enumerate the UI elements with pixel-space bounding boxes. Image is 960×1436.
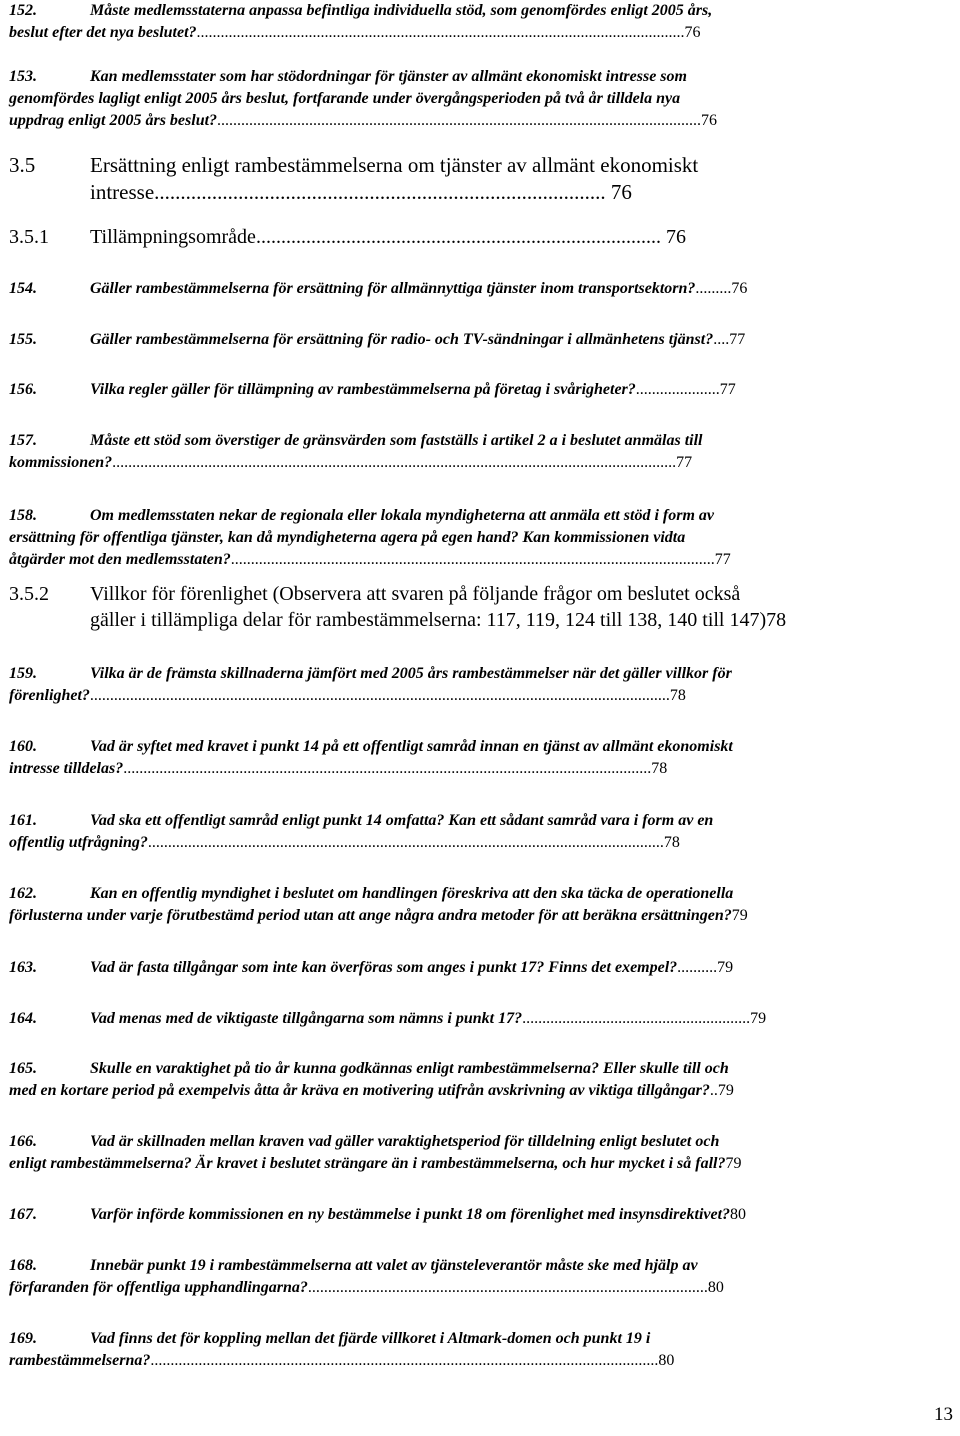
entry-number: 156. [9, 381, 37, 398]
leader-dots: .. [709, 1082, 718, 1099]
entry-text: Kan medlemsstater som har stödordningar för tjänster av allmänt ekonomiskt intresse som [90, 68, 687, 85]
toc-entry-156[interactable] [9, 379, 881, 401]
entry-text-cont: kommissionen? [9, 454, 113, 471]
entry-text: Måste medlemsstaterna anpassa befintliga individuella stöd, som genomfördes enligt 2005 års, [90, 2, 713, 19]
toc-subsection-3-5-1[interactable] [9, 224, 881, 250]
entry-number: 163. [9, 959, 37, 976]
page-ref: 76 [701, 112, 718, 129]
page-ref: 76 [731, 280, 748, 297]
entry-number: 158. [9, 507, 37, 524]
entry-text-cont: genomfördes lagligt enligt 2005 års beslut, fortfarande under övergångsperioden på två år tilldela nya [9, 90, 681, 107]
section-title-cont: gäller i tillämpliga delar för rambestämmelserna: 117, 119, 124 till 138, 140 till 147) [90, 609, 767, 631]
entry-text: Gäller rambestämmelserna för ersättning för radio- och TV-sändningar i allmänhetens tjänst? [90, 331, 714, 348]
leader-dots: ............................................................................................................................... [150, 1352, 659, 1369]
section-title: Tillämpningsområde [90, 226, 256, 248]
page-ref: 78 [766, 609, 787, 631]
section-title: Ersättning enligt rambestämmelserna om tjänster av allmänt ekonomiskt [90, 153, 699, 177]
leader-dots: ................................................................................. [255, 226, 661, 248]
page-ref: 76 [665, 226, 686, 248]
entry-number: 154. [9, 280, 37, 297]
page-ref: 77 [676, 454, 693, 471]
entry-number: 152. [9, 2, 37, 19]
entry-text: Om medlemsstaten nekar de regionala eller lokala myndigheterna att anmäla ett stöd i form av [90, 507, 714, 524]
toc-entry-168[interactable] [9, 1255, 881, 1299]
entry-text-cont: rambestämmelserna? [9, 1352, 151, 1369]
toc-entry-161[interactable] [9, 810, 881, 854]
leader-dots: ................................................................................................................................. [147, 834, 664, 851]
page-ref: 76 [684, 24, 701, 41]
toc-entry-157[interactable] [9, 430, 881, 474]
entry-number: 157. [9, 432, 37, 449]
toc-entry-160[interactable] [9, 736, 881, 780]
section-number: 3.5 [9, 153, 36, 177]
entry-number: 159. [9, 665, 37, 682]
entry-text: Skulle en varaktighet på tio år kunna godkännas enligt rambestämmelserna? Eller skulle till och [90, 1060, 729, 1077]
entry-text-cont: enligt rambestämmelserna? Är kravet i beslutet strängare än i rambestämmelserna, och hur mycket i så fall? [9, 1155, 726, 1172]
section-number: 3.5.2 [9, 583, 49, 605]
toc-entry-166[interactable] [9, 1131, 881, 1175]
entry-number: 167. [9, 1206, 37, 1223]
page-ref: 79 [717, 1082, 734, 1099]
leader-dots: ................................................................................................................................................. [89, 687, 670, 704]
entry-text: Kan en offentlig myndighet i beslutet om handlingen föreskriva att den ska täcka de operationella [90, 885, 734, 902]
page-ref: 78 [669, 687, 686, 704]
section-title: Villkor för förenlighet (Observera att svaren på följande frågor om beslutet också [90, 583, 741, 605]
page-ref: 76 [610, 180, 632, 204]
leader-dots: .................................................................................................... [307, 1279, 708, 1296]
entry-text-cont: ersättning för offentliga tjänster, kan då myndigheterna agera på egen hand? Kan kommissionen vidta [9, 529, 686, 546]
entry-text: Gäller rambestämmelserna för ersättning för allmännyttiga tjänster inom transportsektorn? [90, 280, 696, 297]
entry-text: Vad finns det för koppling mellan det fjärde villkoret i Altmark-domen och punkt 19 i [90, 1330, 651, 1347]
page-ref: 80 [707, 1279, 724, 1296]
entry-text: Vad är fasta tillgångar som inte kan överföras som anges i punkt 17? Finns det exempel? [90, 959, 678, 976]
entry-text-cont: offentlig utfrågning? [9, 834, 148, 851]
toc-entry-167[interactable] [9, 1204, 881, 1226]
page-ref: 77 [729, 331, 746, 348]
toc-entry-155[interactable] [9, 329, 881, 351]
entry-text: Vad menas med de viktigaste tillgångarna som nämns i punkt 17? [90, 1010, 523, 1027]
entry-text: Vad ska ett offentligt samråd enligt punkt 14 omfatta? Kan ett sådant samråd vara i form av en [90, 812, 714, 829]
entry-number: 168. [9, 1257, 37, 1274]
page-ref: 77 [714, 551, 731, 568]
toc-entry-159[interactable] [9, 663, 881, 707]
entry-text: Vad är syftet med kravet i punkt 14 på ett offentligt samråd innan en tjänst av allmänt ekonomiskt [90, 738, 733, 755]
leader-dots: .................................................................................................................................... [123, 760, 652, 777]
leader-dots: ......... [695, 280, 732, 297]
page-ref: 79 [717, 959, 734, 976]
entry-text-cont: beslut efter det nya beslutet? [9, 24, 197, 41]
leader-dots: ..................... [635, 381, 720, 398]
entry-text-cont: intresse tilldelas? [9, 760, 124, 777]
page-ref: 79 [750, 1010, 767, 1027]
entry-text-cont: förenlighet? [9, 687, 90, 704]
section-number: 3.5.1 [9, 226, 49, 248]
leader-dots: .......... [677, 959, 718, 976]
entry-number: 165. [9, 1060, 37, 1077]
section-title-cont: intresse [90, 180, 155, 204]
entry-number: 166. [9, 1133, 37, 1150]
toc-entry-164[interactable] [9, 1008, 881, 1030]
page-ref: 79 [725, 1155, 742, 1172]
entry-number: 153. [9, 68, 37, 85]
toc-section-3-5[interactable] [9, 152, 881, 206]
entry-text: Vilka regler gäller för tillämpning av rambestämmelserna på företag i svårigheter? [90, 381, 636, 398]
page-ref: 79 [731, 907, 748, 924]
page-ref: 80 [658, 1352, 675, 1369]
page-ref: 77 [719, 381, 736, 398]
toc-entry-153[interactable] [9, 66, 881, 132]
entry-text: Vilka är de främsta skillnaderna jämfört med 2005 års rambestämmelser när det gäller villkor för [90, 665, 732, 682]
toc-entry-169[interactable] [9, 1328, 881, 1372]
entry-number: 162. [9, 885, 37, 902]
toc-entry-162[interactable] [9, 883, 881, 927]
entry-number: 155. [9, 331, 37, 348]
toc-entry-152[interactable] [9, 0, 881, 44]
leader-dots: ......................................................................................................................... [217, 112, 702, 129]
entry-text-cont: åtgärder mot den medlemsstaten? [9, 551, 231, 568]
leader-dots: ......................................................................................................................... [230, 551, 715, 568]
entry-text-cont: med en kortare period på exempelvis åtta år kräva en motivering utifrån avskrivning av viktiga tillgångar? [9, 1082, 710, 1099]
toc-entry-158[interactable] [9, 505, 881, 571]
leader-dots: .... [713, 331, 730, 348]
page-ref: 80 [730, 1206, 747, 1223]
entry-text-cont: förlusterna under varje förutbestämd period utan att ange några andra metoder för att beräkna ersättningen? [9, 907, 732, 924]
toc-entry-165[interactable] [9, 1058, 881, 1102]
entry-number: 164. [9, 1010, 37, 1027]
page-number: 13 [934, 1404, 953, 1425]
entry-text: Måste ett stöd som överstiger de gränsvärden som fastställs i artikel 2 a i beslutet anmälas till [90, 432, 703, 449]
toc-entry-163[interactable] [9, 957, 881, 979]
entry-text: Varför införde kommissionen en ny bestämmelse i punkt 18 om förenlighet med insynsdirektivet? [90, 1206, 731, 1223]
entry-text-cont: uppdrag enligt 2005 års beslut? [9, 112, 218, 129]
entry-number: 161. [9, 812, 37, 829]
leader-dots: ...................................................................................... [154, 180, 606, 204]
entry-text: Vad är skillnaden mellan kraven vad gäller varaktighetsperiod för tilldelning enligt beslutet och [90, 1133, 720, 1150]
entry-number: 160. [9, 738, 37, 755]
page-ref: 78 [663, 834, 680, 851]
entry-number: 169. [9, 1330, 37, 1347]
leader-dots: .......................................................................................................................... [196, 24, 685, 41]
entry-text: Innebär punkt 19 i rambestämmelserna att valet av tjänsteleverantör måste ske med hjälp av [90, 1257, 698, 1274]
entry-text-cont: förfaranden för offentliga upphandlingarna? [9, 1279, 308, 1296]
leader-dots: ............................................................................................................................................. [112, 454, 677, 471]
toc-entry-154[interactable] [9, 278, 881, 300]
toc-subsection-3-5-2[interactable] [9, 581, 881, 633]
leader-dots: ......................................................... [522, 1010, 751, 1027]
page-ref: 78 [651, 760, 668, 777]
